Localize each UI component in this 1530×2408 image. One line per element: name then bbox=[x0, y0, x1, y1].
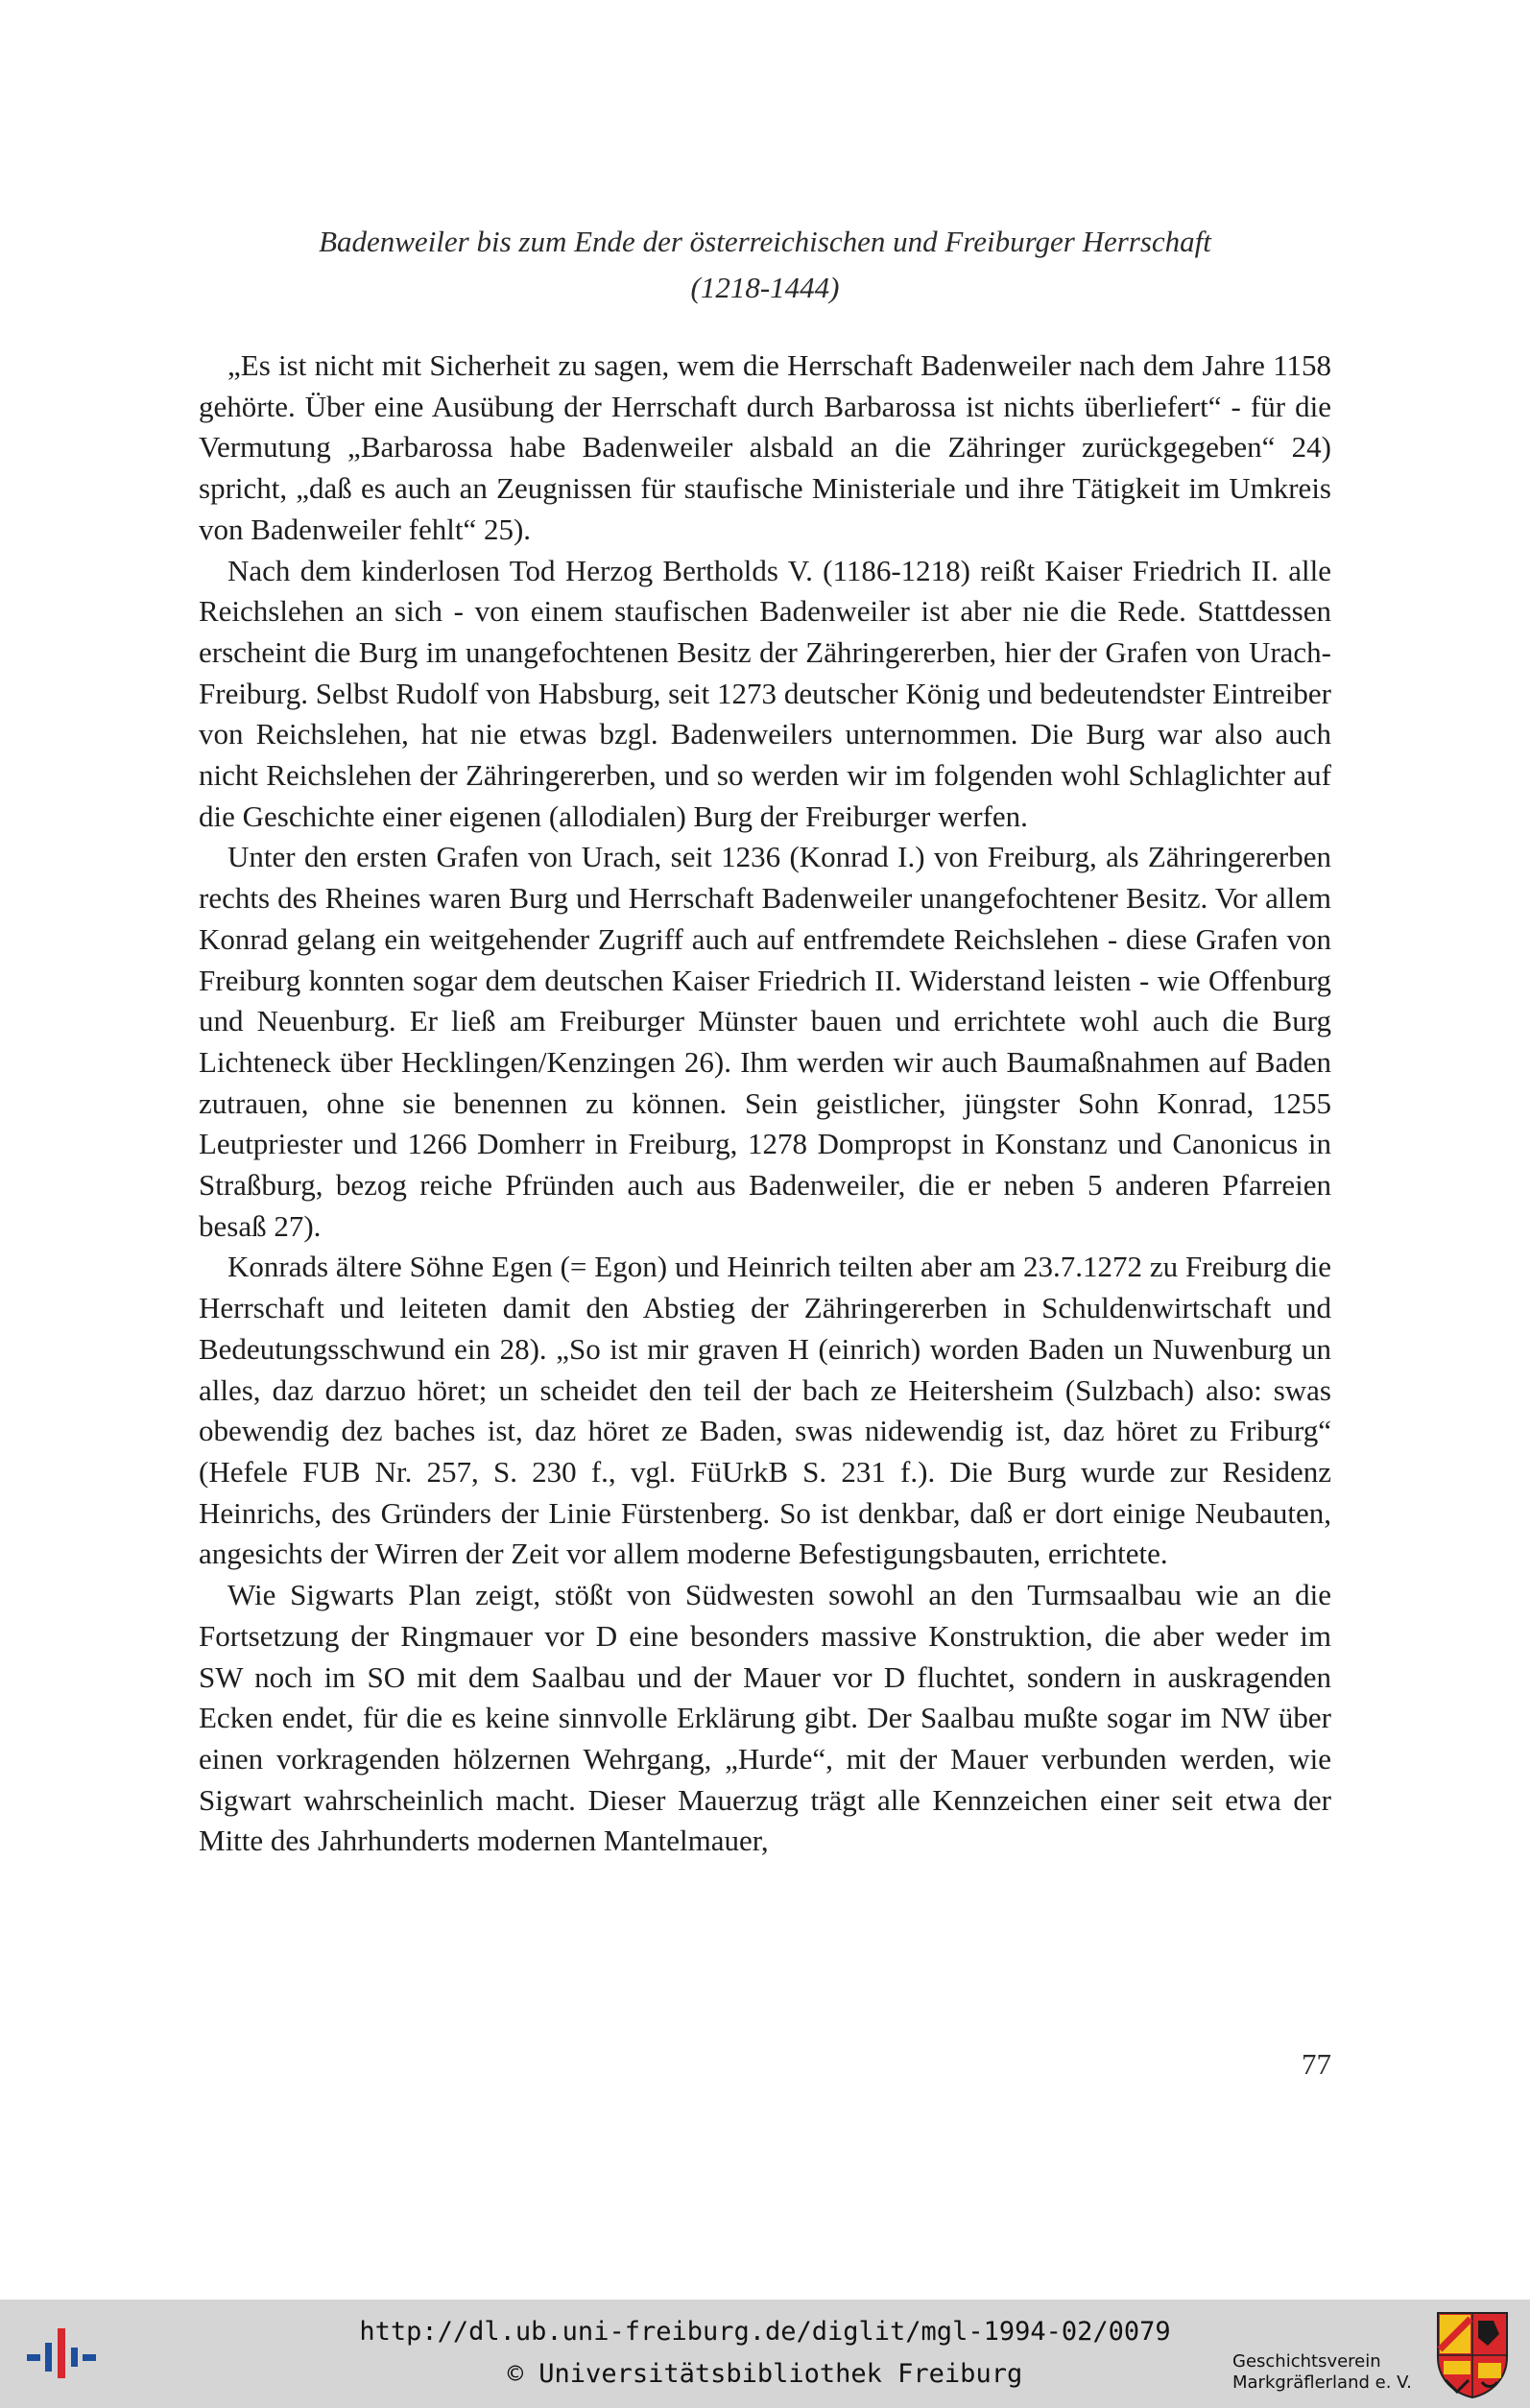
running-header-years: (1218-1444) bbox=[690, 271, 840, 304]
paragraph: Nach dem kinderlosen Tod Herzog Bertholds V. (1186-1218) reißt Kaiser Friedrich II. alle Reichslehen an sich - von einem staufischen Badenweiler ist aber nie die Rede. Stattdessen erscheint die Burg im unangefochtenen Besitz der Zähringererben, hier der Grafen von Urach-Freiburg. Selbst Rudolf von Habsburg, seit 1273 deutscher König und bedeutendster Eintreiber von Reichslehen, hat nie etwas bzgl. Badenweilers unternommen. Die Burg war also auch nicht Reichslehen der Zähringererben, und so werden wir im folgenden wohl Schlaglichter auf die Geschichte einer eigenen (allodialen) Burg der Freiburger werfen. bbox=[199, 553, 1331, 833]
footer-association bbox=[1232, 2351, 1432, 2394]
coat-of-arms-icon bbox=[1436, 2311, 1509, 2399]
paragraph: Wie Sigwarts Plan zeigt, stößt von Südwesten sowohl an den Turmsaalbau wie an die Fortsetzung der Ringmauer vor D eine besonders massive Konstruktion, die aber weder im SW noch im SO mit dem Saalbau und der Mauer vor D fluchtet, sondern in auskragenden Ecken endet, für die es keine sinnvolle Erklärung gibt. Der Saalbau mußte sogar im NW über einen vorkragenden hölzernen Wehrgang, „Hurde“, mit der Mauer verbunden werden, wie Sigwart wahrscheinlich macht. Dieser Mauerzug trägt alle Kennzeichen einer seit etwa der Mitte des Jahrhunderts modernen Mantelmauer, bbox=[199, 1578, 1331, 1858]
footer-copyright: © Universitätsbibliothek Freiburg bbox=[507, 2359, 1023, 2389]
paragraph: Konrads ältere Söhne Egen (= Egon) und Heinrich teilten aber am 23.7.1272 zu Freiburg die Herrschaft und leiteten damit den Abstieg der Zähringererben in Schuldenwirtschaft und Bedeutungsschwund ein 28). „So ist mir graven H (einrich) worden Baden un Nuwenburg un alles, daz darzuo höret; un scheidet den teil der bach ze Heitersheim (Sulzbach) also: swas obewendig dez baches ist, daz höret ze Baden, swas nidewendig ist, daz höret zu Friburg“ (Hefele FUB Nr. 257, S. 230 f., vgl. FüUrkB S. 231 f.). Die Burg wurde zur Residenz Heinrichs, des Gründers der Linie Fürstenberg. So ist denkbar, daß er dort einige Neubauten, angesichts der Wirren der Zeit vor allem moderne Befestigungsbauten, errichtete. bbox=[199, 1250, 1331, 1571]
university-library-logo-icon bbox=[27, 2319, 96, 2388]
footer-bar bbox=[0, 2300, 1530, 2408]
footer-link[interactable]: http://dl.ub.uni-freiburg.de/diglit/mgl-1994-02/0079 bbox=[359, 2317, 1171, 2347]
paragraph: „Es ist nicht mit Sicherheit zu sagen, wem die Herrschaft Badenweiler nach dem Jahre 1158 gehörte. Über eine Ausübung der Herrschaft durch Barbarossa ist nichts überliefert“ - für die Vermutung „Barbarossa habe Badenweiler alsbald an die Zähringer zurückgegeben“ 24) spricht, „daß es auch an Zeugnissen für staufische Ministeriale und ihre Tätigkeit im Umkreis von Badenweiler fehlt“ 25). bbox=[199, 348, 1331, 546]
association-name-line2: Markgräflerland e. V. bbox=[1232, 2372, 1412, 2393]
running-header bbox=[199, 219, 1331, 311]
body-text bbox=[199, 346, 1331, 1862]
running-header-title: Badenweiler bis zum Ende der österreichischen und Freiburger Herrschaft bbox=[319, 225, 1211, 258]
association-name-line1: Geschichtsverein bbox=[1232, 2351, 1381, 2372]
page-number: 77 bbox=[1302, 2047, 1331, 2081]
paragraph: Unter den ersten Grafen von Urach, seit 1236 (Konrad I.) von Freiburg, als Zähringererben rechts des Rheines waren Burg und Herrschaft Badenweiler unangefochtener Besitz. Vor allem Konrad gelang ein weitgehender Zugriff auch auf entfremdete Reichslehen - diese Grafen von Freiburg konnten sogar dem deutschen Kaiser Friedrich II. Widerstand leisten - wie Offenburg und Neuenburg. Er ließ am Freiburger Münster bauen und errichtete wohl auch die Burg Lichteneck über Hecklingen/Kenzingen 26). Ihm werden wir auch Baumaßnahmen auf Baden zutrauen, ohne sie benennen zu können. Sein geistlicher, jüngster Sohn Konrad, 1255 Leutpriester und 1266 Domherr in Freiburg, 1278 Dompropst in Konstanz und Canonicus in Straßburg, bezog reiche Pfründen auch aus Badenweiler, die er neben 5 anderen Pfarreien besaß 27). bbox=[199, 840, 1331, 1243]
